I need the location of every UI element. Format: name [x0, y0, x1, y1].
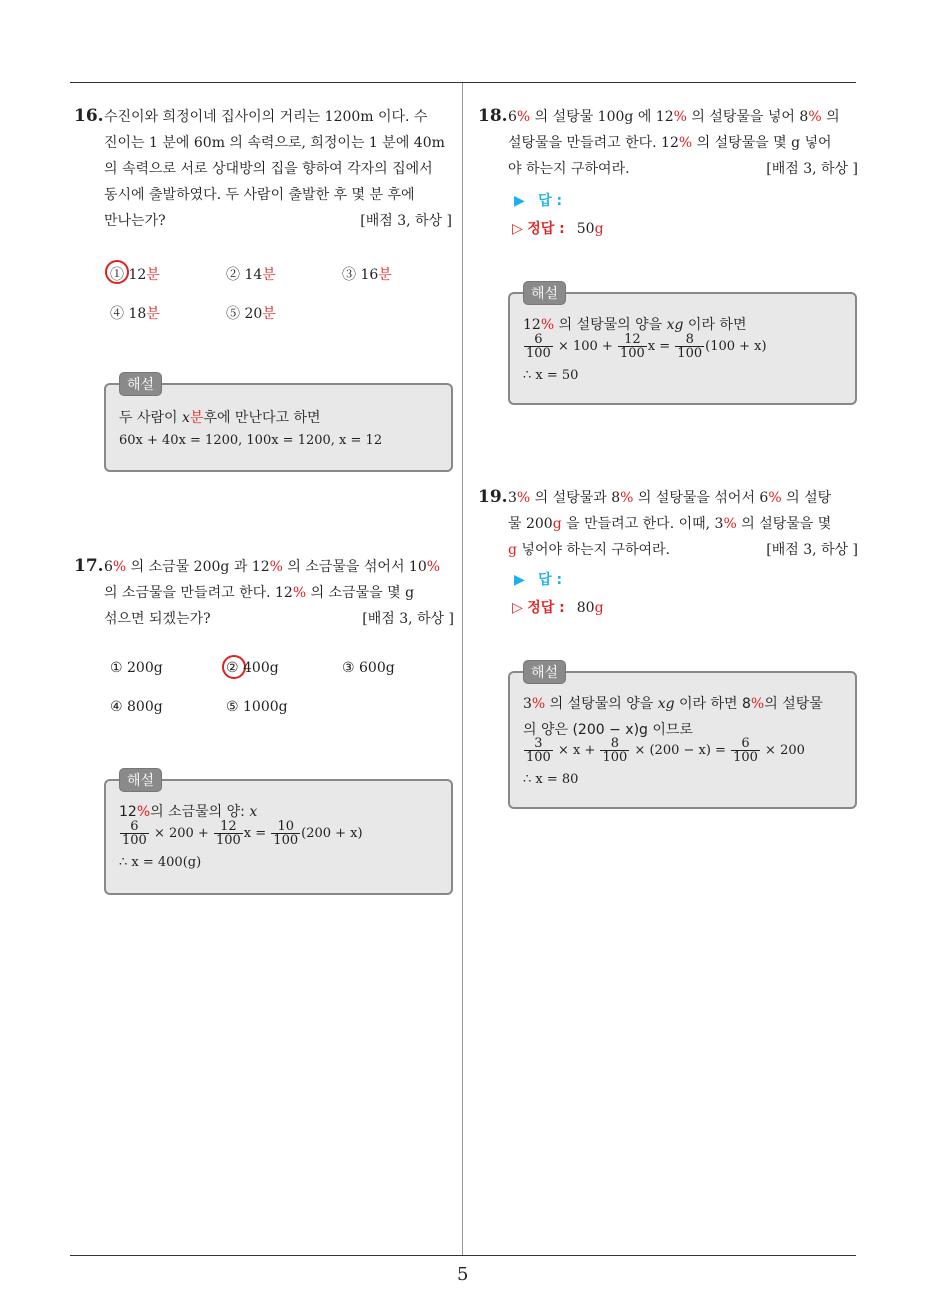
q18-exp-line-3: ∴ x = 50 [523, 368, 579, 383]
q16-meta: [배점 3, 하상 ] [360, 213, 452, 229]
q17-exp-line-1: 12%의 소금물의 양: x [119, 804, 258, 820]
q17-text [104, 554, 454, 632]
q16-choice-3[interactable]: ③ 16분 [342, 267, 392, 283]
q18-text [508, 104, 858, 182]
q17-meta: [배점 3, 하상 ] [362, 611, 454, 627]
q16-line: 만나는가? [배점 3, 하상 ] [104, 208, 452, 234]
q18-answer-row[interactable] [514, 190, 562, 210]
q19-exp-line-4: ∴ x = 80 [523, 772, 579, 787]
q19-exp-line-1: 3% 의 설탕물의 양을 xg 이라 하면 8%의 설탕물 [523, 696, 823, 712]
q16-explanation-tag: 해설 [119, 372, 162, 396]
q19-explanation-box [508, 671, 857, 809]
triangle-outline-icon: ▷ [512, 221, 523, 237]
q16-number: 16. [74, 106, 104, 126]
q17-number: 17. [74, 556, 104, 576]
q18-line-1: 6% 의 설탕물 100g 에 12% 의 설탕물을 넣어 8% 의 [508, 109, 840, 125]
q19-line-1: 3% 의 설탕물과 8% 의 설탕물을 섞어서 6% 의 설탕 [508, 490, 832, 506]
top-rule [70, 82, 856, 83]
q17-line-1: 6% 의 소금물 200g 과 12% 의 소금물을 섞어서 10% [104, 559, 441, 575]
q18-explanation-box [508, 292, 857, 405]
q17-choice-4[interactable]: ④ 800g [110, 699, 163, 715]
q16-line: 수진이와 희정이네 집사이의 거리는 1200m 이다. 수 [104, 109, 428, 125]
q18-number: 18. [478, 106, 508, 126]
page-number: 5 [457, 1264, 469, 1285]
q17-choice-1[interactable]: ① 200g [110, 660, 163, 676]
q16-line: 진이는 1 분에 60m 의 속력으로, 희정이는 1 분에 40m [104, 135, 445, 151]
q17-choice-5[interactable]: ⑤ 1000g [226, 699, 288, 715]
q18-exp-line-2: $\frac{6}{100}$ × 100 + $\frac{12}{100}$ x = $\frac{8}{100}$ (100 + x) [526, 332, 767, 361]
q18-exp-line-1: 12% 의 설탕물의 양을 xg 이라 하면 [523, 317, 747, 333]
q19-correct-label: 정답 : [527, 600, 565, 616]
q18-correct-row: ▷ 정답 : 50g [512, 221, 604, 237]
q19-line-3: g 넣어야 하는지 구하여라. [배점 3, 하상 ] [508, 537, 858, 563]
q19-answer-label: 답 : [538, 572, 563, 588]
q18-correct-label: 정답 : [527, 221, 565, 237]
q17-exp-line-3: ∴ x = 400(g) [119, 855, 202, 870]
play-icon: ▶ [514, 193, 525, 209]
q16-line: 동시에 출발하였다. 두 사람이 출발한 후 몇 분 후에 [104, 187, 415, 203]
q17-choice-3[interactable]: ③ 600g [342, 660, 395, 676]
q16-explanation-box [104, 383, 453, 472]
q19-exp-line-3: $\frac{3}{100}$ × x + $\frac{8}{100}$ × (200 − x) = $\frac{6}{100}$ × 200 [526, 736, 805, 765]
q19-answer-row[interactable] [514, 569, 562, 589]
q19-number: 19. [478, 487, 508, 507]
q16-text [104, 104, 452, 234]
q17-explanation-box [104, 779, 453, 895]
triangle-outline-icon: ▷ [512, 600, 523, 616]
q18-explanation-tag: 해설 [523, 281, 566, 305]
q17-explanation-tag: 해설 [119, 768, 162, 792]
q16-exp-line-2: 60x + 40x = 1200, 100x = 1200, x = 12 [119, 433, 383, 448]
q18-line-2: 설탕물을 만들려고 한다. 12% 의 설탕물을 몇 g 넣어 [508, 135, 832, 151]
q17-line-3: 섞으면 되겠는가? [배점 3, 하상 ] [104, 606, 454, 632]
q19-meta: [배점 3, 하상 ] [766, 542, 858, 558]
q16-choice-5[interactable]: ⑤ 20분 [226, 306, 276, 322]
q18-answer-label: 답 : [538, 193, 563, 209]
q16-choice-4[interactable]: ④ 18분 [110, 306, 160, 322]
q19-explanation-tag: 해설 [523, 660, 566, 684]
bottom-rule [70, 1255, 856, 1256]
q17-line-2: 의 소금물을 만들려고 한다. 12% 의 소금물을 몇 g [104, 585, 415, 601]
q18-line-3: 야 하는지 구하여라. [배점 3, 하상 ] [508, 156, 858, 182]
play-icon: ▶ [514, 572, 525, 588]
q16-choice-1[interactable]: ① 12분 [110, 267, 160, 283]
q17-exp-line-2: $\frac{6}{100}$ × 200 + $\frac{12}{100}$ x = $\frac{10}{100}$ (200 + x) [122, 819, 363, 848]
q19-exp-line-2: 의 양은 (200 − x)g 이므로 [523, 722, 693, 738]
q16-exp-line-1: 두 사람이 x분후에 만난다고 하면 [119, 410, 321, 426]
q18-meta: [배점 3, 하상 ] [766, 161, 858, 177]
q17-choice-2[interactable]: ② 400g [226, 660, 279, 676]
q16-choice-2[interactable]: ② 14분 [226, 267, 276, 283]
q16-line: 의 속력으로 서로 상대방의 집을 향하여 각자의 집에서 [104, 161, 433, 177]
q19-line-2: 물 200g 을 만들려고 한다. 이때, 3% 의 설탕물을 몇 [508, 516, 832, 532]
q19-correct-row: ▷ 정답 : 80g [512, 600, 604, 616]
q19-text [508, 485, 858, 563]
column-divider [462, 83, 463, 1255]
